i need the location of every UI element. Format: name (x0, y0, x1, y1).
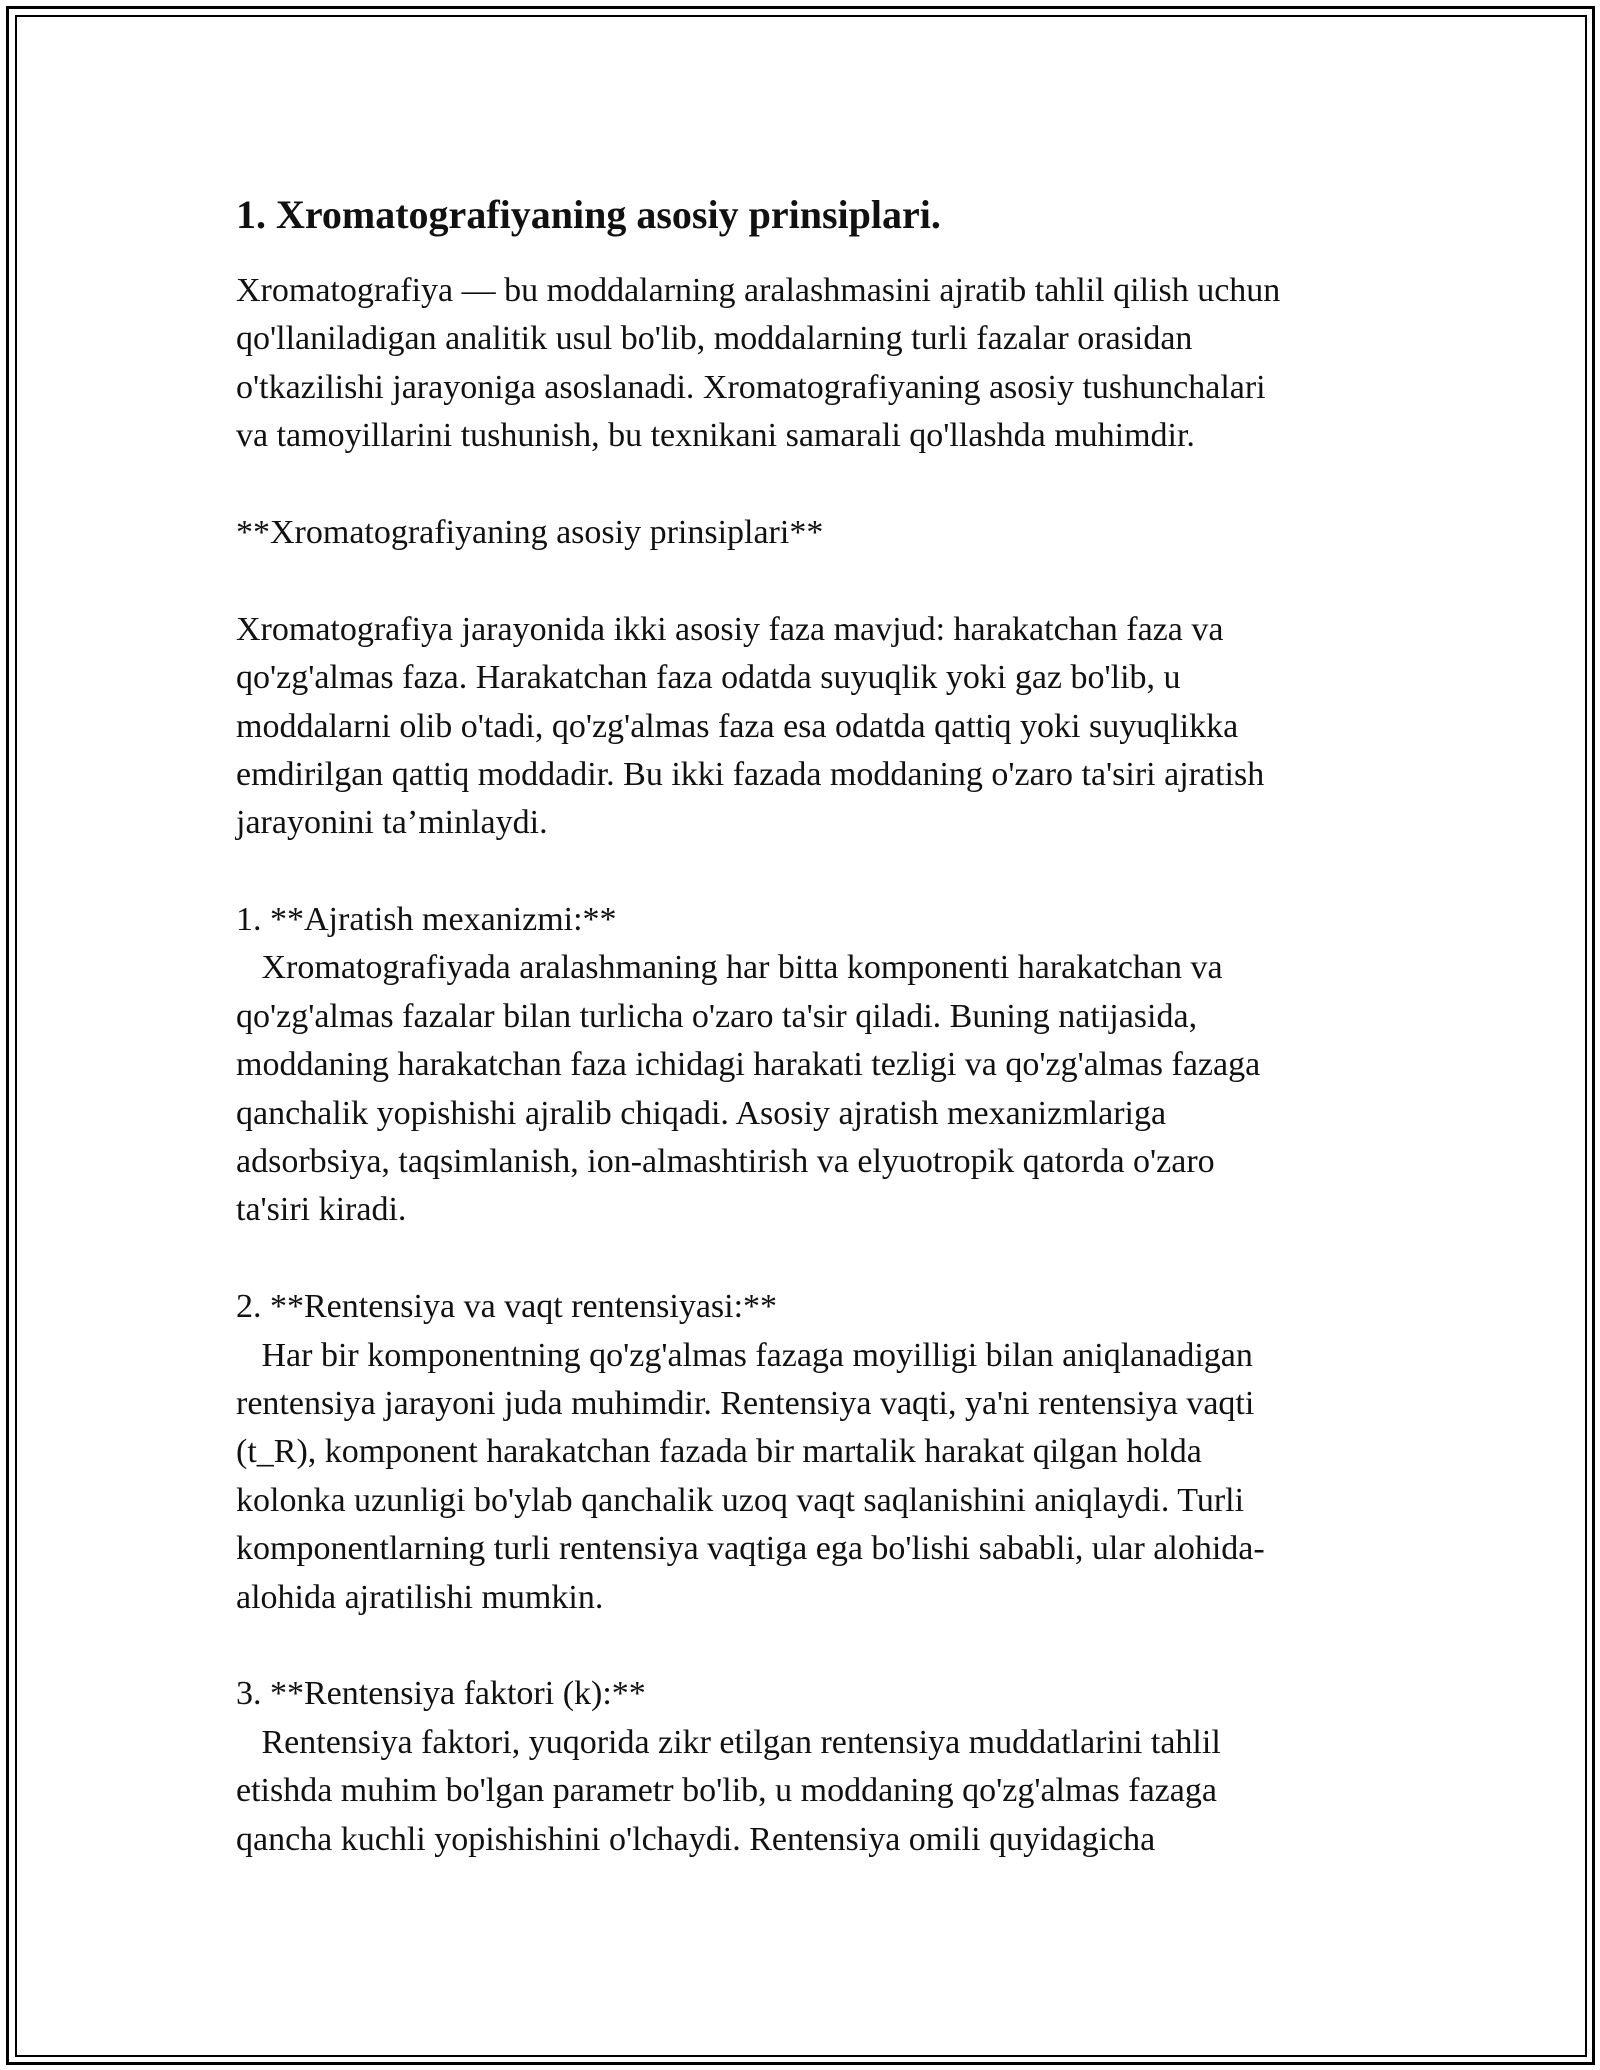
text-line: Xromatografiya — bu moddalarning aralashmasini ajratib tahlil qilish uchun (236, 272, 1281, 309)
text-line: Xromatografiya jarayonida ikki asosiy faza mavjud: harakatchan faza va (236, 610, 1224, 648)
blank-line (236, 1235, 1366, 1283)
text-line: adsorbsiya, taqsimlanish, ion-almashtirish va elyuotropik qatorda o'zaro (236, 1143, 1215, 1181)
text-line: kolonka uzunligi bo'ylab qanchalik uzoq vaqt saqlanishini aniqlaydi. Turli (236, 1481, 1245, 1519)
document-text (236, 267, 1366, 1864)
text-line: etishda muhim bo'lgan parametr bo'lib, u moddaning qo'zg'almas fazaga (236, 1772, 1217, 1810)
blank-line (236, 461, 1366, 509)
text-line: emdirilgan qattiq moddadir. Bu ikki fazada moddaning o'zaro ta'siri ajratish (236, 755, 1265, 793)
text-line: 3. **Rentensiya faktori (k):** (236, 1675, 646, 1713)
text-line: qo'zg'almas fazalar bilan turlicha o'zaro ta'sir qiladi. Buning natijasida, (236, 997, 1198, 1035)
blank-line (236, 557, 1366, 605)
text-line: alohida ajratilishi mumkin. (236, 1578, 604, 1616)
text-line: o'tkazilishi jarayoniga asoslanadi. Xromatografiyaning asosiy tushunchalari (236, 368, 1266, 406)
document-body (236, 187, 1366, 1864)
text-line: qanchalik yopishishi ajralib chiqadi. Asosiy ajratish mexanizmlariga (236, 1094, 1167, 1132)
text-line: rentensiya jarayoni juda muhimdir. Rentensiya vaqti, ya'ni rentensiya vaqti (236, 1384, 1255, 1422)
text-line: qancha kuchli yopishishini o'lchaydi. Rentensiya omili quyidagicha (236, 1820, 1156, 1858)
text-line: Xromatografiyada aralashmaning har bitta komponenti harakatchan va (236, 949, 1223, 987)
blank-line (236, 1622, 1366, 1670)
text-line: qo'llaniladigan analitik usul bo'lib, moddalarning turli fazalar orasidan (236, 320, 1193, 358)
text-line: komponentlarning turli rentensiya vaqtiga ega bo'lishi sababli, ular alohida- (236, 1530, 1265, 1568)
text-line: jarayonini ta’minlaydi. (236, 804, 548, 842)
blank-line (236, 848, 1366, 896)
text-line: ta'siri kiradi. (236, 1191, 407, 1229)
text-line: moddalarni olib o'tadi, qo'zg'almas faza esa odatda qattiq yoki suyuqlikka (236, 707, 1239, 745)
text-line: qo'zg'almas faza. Harakatchan faza odatda suyuqlik yoki gaz bo'lib, u (236, 659, 1181, 697)
text-line: moddaning harakatchan faza ichidagi harakati tezligi va qo'zg'almas fazaga (236, 1046, 1261, 1084)
text-line: Rentensiya faktori, yuqorida zikr etilgan rentensiya muddatlarini tahlil (236, 1723, 1221, 1761)
text-line: (t_R), komponent harakatchan fazada bir martalik harakat qilgan holda (236, 1433, 1202, 1471)
text-line: Har bir komponentning qo'zg'almas fazaga moyilligi bilan aniqlanadigan (236, 1336, 1253, 1374)
text-line: 2. **Rentensiya va vaqt rentensiyasi:** (236, 1288, 778, 1326)
document-heading: 1. Xromatografiyaning asosiy prinsiplari. (236, 192, 941, 237)
text-line: **Xromatografiyaning asosiy prinsiplari** (236, 513, 824, 551)
text-line: va tamoyillarini tushunish, bu texnikani samarali qo'llashda muhimdir. (236, 417, 1195, 455)
text-line: 1. **Ajratish mexanizmi:** (236, 901, 617, 939)
